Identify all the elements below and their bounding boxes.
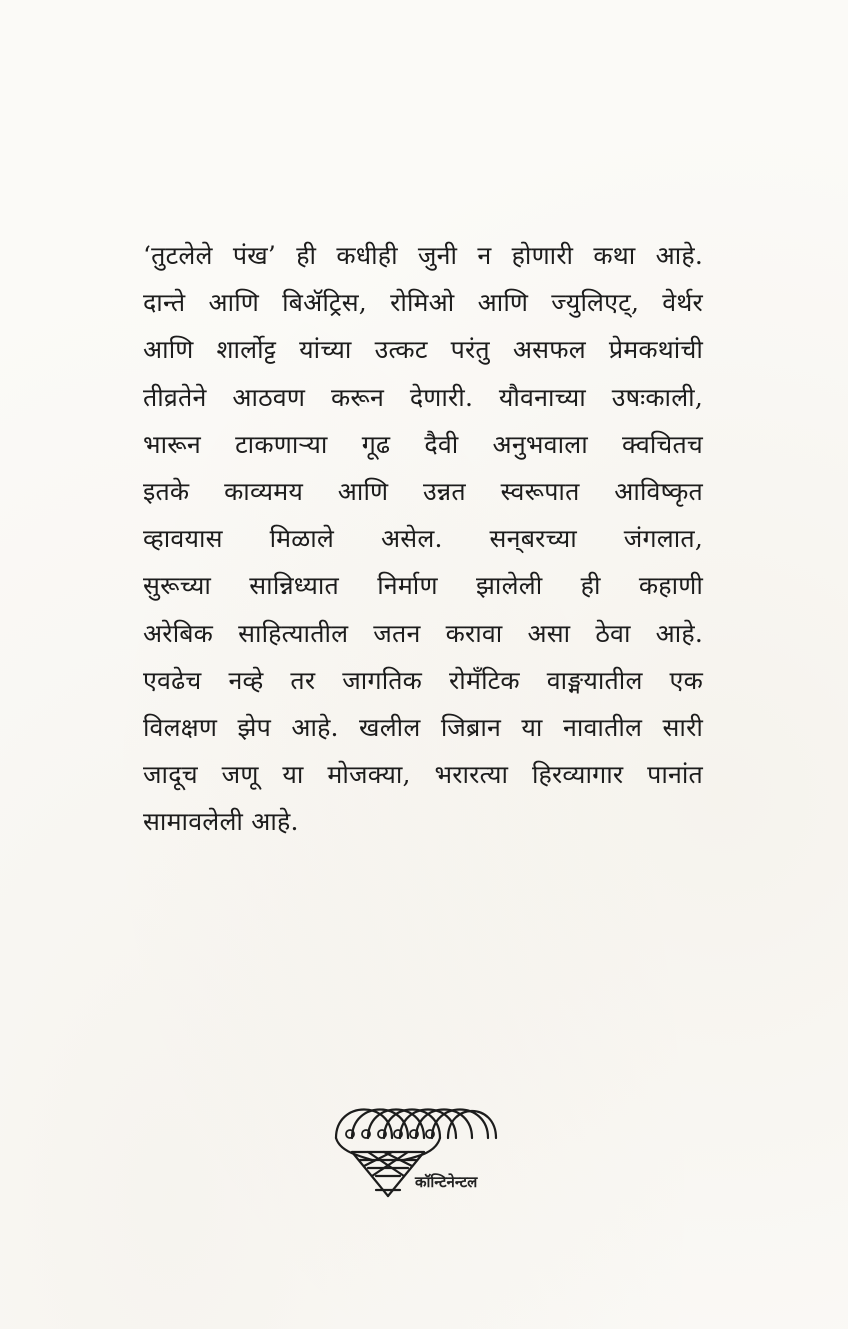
blurb-line: ‘तुटलेले पंख’ ही कधीही जुनी न होणारी कथा आहे. xyxy=(143,241,703,270)
blurb-line: व्हावयास मिळाले असेल. सन्‌बरच्या जंगलात, xyxy=(143,524,703,554)
blurb-line: इतके काव्यमय आणि उन्नत स्वरूपात आविष्कृत xyxy=(143,476,703,506)
blurb-line: विलक्षण झेप आहे. खलील जिब्रान या नावातील सारी xyxy=(143,712,703,742)
blurb-line: जादूच जणू या मोजक्या, भरारत्या हिरव्यागार पानांत xyxy=(143,760,703,790)
blurb-line: भारून टाकणाऱ्या गूढ दैवी अनुभवाला क्वचितच xyxy=(143,429,703,459)
blurb-line: दान्ते आणि बिॲट्रिस, रोमिओ आणि ज्युलिएट्, वेर्थर xyxy=(143,288,703,318)
blurb-line: अरेबिक साहित्यातील जतन करावा असा ठेवा आहे. xyxy=(143,618,703,648)
blurb-line: तीव्रतेने आठवण करून देणारी. यौवनाच्या उषःकाली, xyxy=(143,382,703,412)
blurb-line: सुरूच्या सान्निध्यात निर्माण झालेली ही कहाणी xyxy=(143,571,703,601)
blurb-line-last: सामावलेली आहे. xyxy=(143,807,299,837)
blurb-line: आणि शार्लोट्ट यांच्या उत्कट परंतु असफल प्रेमकथांची xyxy=(143,335,703,365)
publisher-name: कॉन्टिनेन्टल xyxy=(415,1173,478,1191)
blurb-line: एवढेच नव्हे तर जागतिक रोमँटिक वाङ्मयातील एक xyxy=(143,665,703,695)
blurb-text xyxy=(143,232,703,845)
